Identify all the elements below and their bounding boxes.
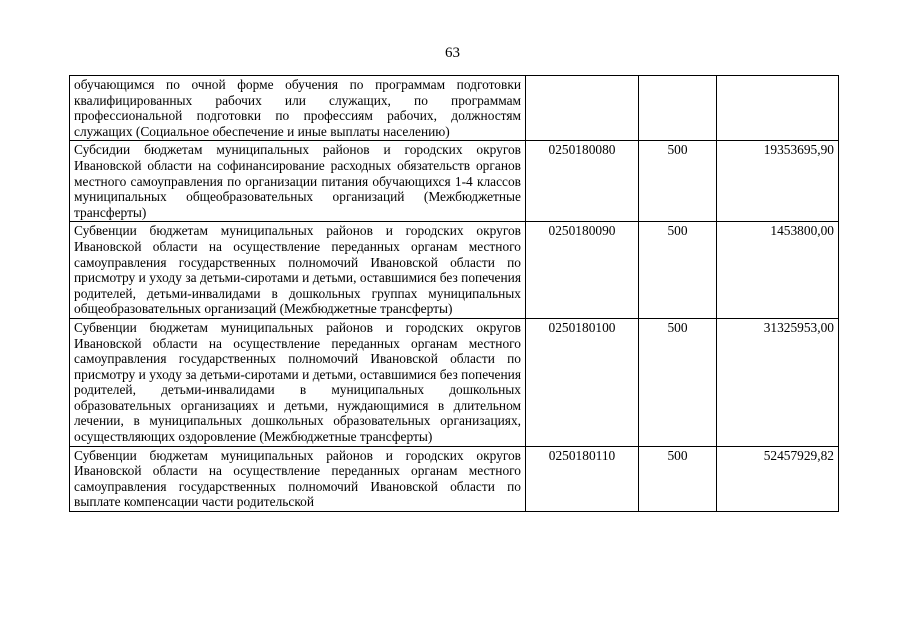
expense-name: Субсидии бюджетам муниципальных районов и городских округов Ивановской области на софинансирование расходных обязательств органов местного самоуправления по организации питания обучающихся 1-4 классов муниципальных общеобразовательных организаций (Межбюджетные трансферты) [70, 141, 526, 222]
expense-name: Субвенции бюджетам муниципальных районов и городских округов Ивановской области на осуществление переданных органам местного самоуправления государственных полномочий Ивановской области по присмотру и уходу за детьми-сиротами и детьми, оставшимися без попечения родителей, детьми-инвалидами в муниципальных дошкольных образовательных организациях и детьми, нуждающимися в длительном лечении, в муниципальных дошкольных образовательных организациях, осуществляющих оздоровление (Межбюджетные трансферты) [70, 318, 526, 446]
target-code: 0250180080 [526, 141, 639, 222]
expense-type: 500 [639, 446, 717, 511]
expense-name: Субвенции бюджетам муниципальных районов и городских округов Ивановской области на осуществление переданных органам местного самоуправления государственных полномочий Ивановской области по присмотру и уходу за детьми-сиротами и детьми, оставшимися без попечения родителей, детьми-инвалидами в дошкольных группах муниципальных общеобразовательных организаций (Межбюджетные трансферты) [70, 222, 526, 319]
expense-type: 500 [639, 318, 717, 446]
amount: 31325953,00 [717, 318, 839, 446]
table-row [70, 222, 839, 319]
table-row [70, 76, 839, 141]
amount: 52457929,82 [717, 446, 839, 511]
expense-name: Субвенции бюджетам муниципальных районов и городских округов Ивановской области на осуществление переданных органам местного самоуправления государственных полномочий Ивановской области по выплате компенсации части родительской [70, 446, 526, 511]
expense-name: обучающимся по очной форме обучения по программам подготовки квалифицированных рабочих или служащих, по программам профессиональной подготовки по профессиям рабочих, должностям служащих (Социальное обеспечение и иные выплаты населению) [70, 76, 526, 141]
target-code [526, 76, 639, 141]
expense-type: 500 [639, 141, 717, 222]
target-code: 0250180100 [526, 318, 639, 446]
amount: 19353695,90 [717, 141, 839, 222]
budget-table [69, 75, 839, 512]
target-code: 0250180090 [526, 222, 639, 319]
table-row [70, 318, 839, 446]
expense-type: 500 [639, 222, 717, 319]
expense-type [639, 76, 717, 141]
page-number: 63 [445, 45, 460, 61]
table-row [70, 446, 839, 511]
target-code: 0250180110 [526, 446, 639, 511]
table-row [70, 141, 839, 222]
amount [717, 76, 839, 141]
amount: 1453800,00 [717, 222, 839, 319]
